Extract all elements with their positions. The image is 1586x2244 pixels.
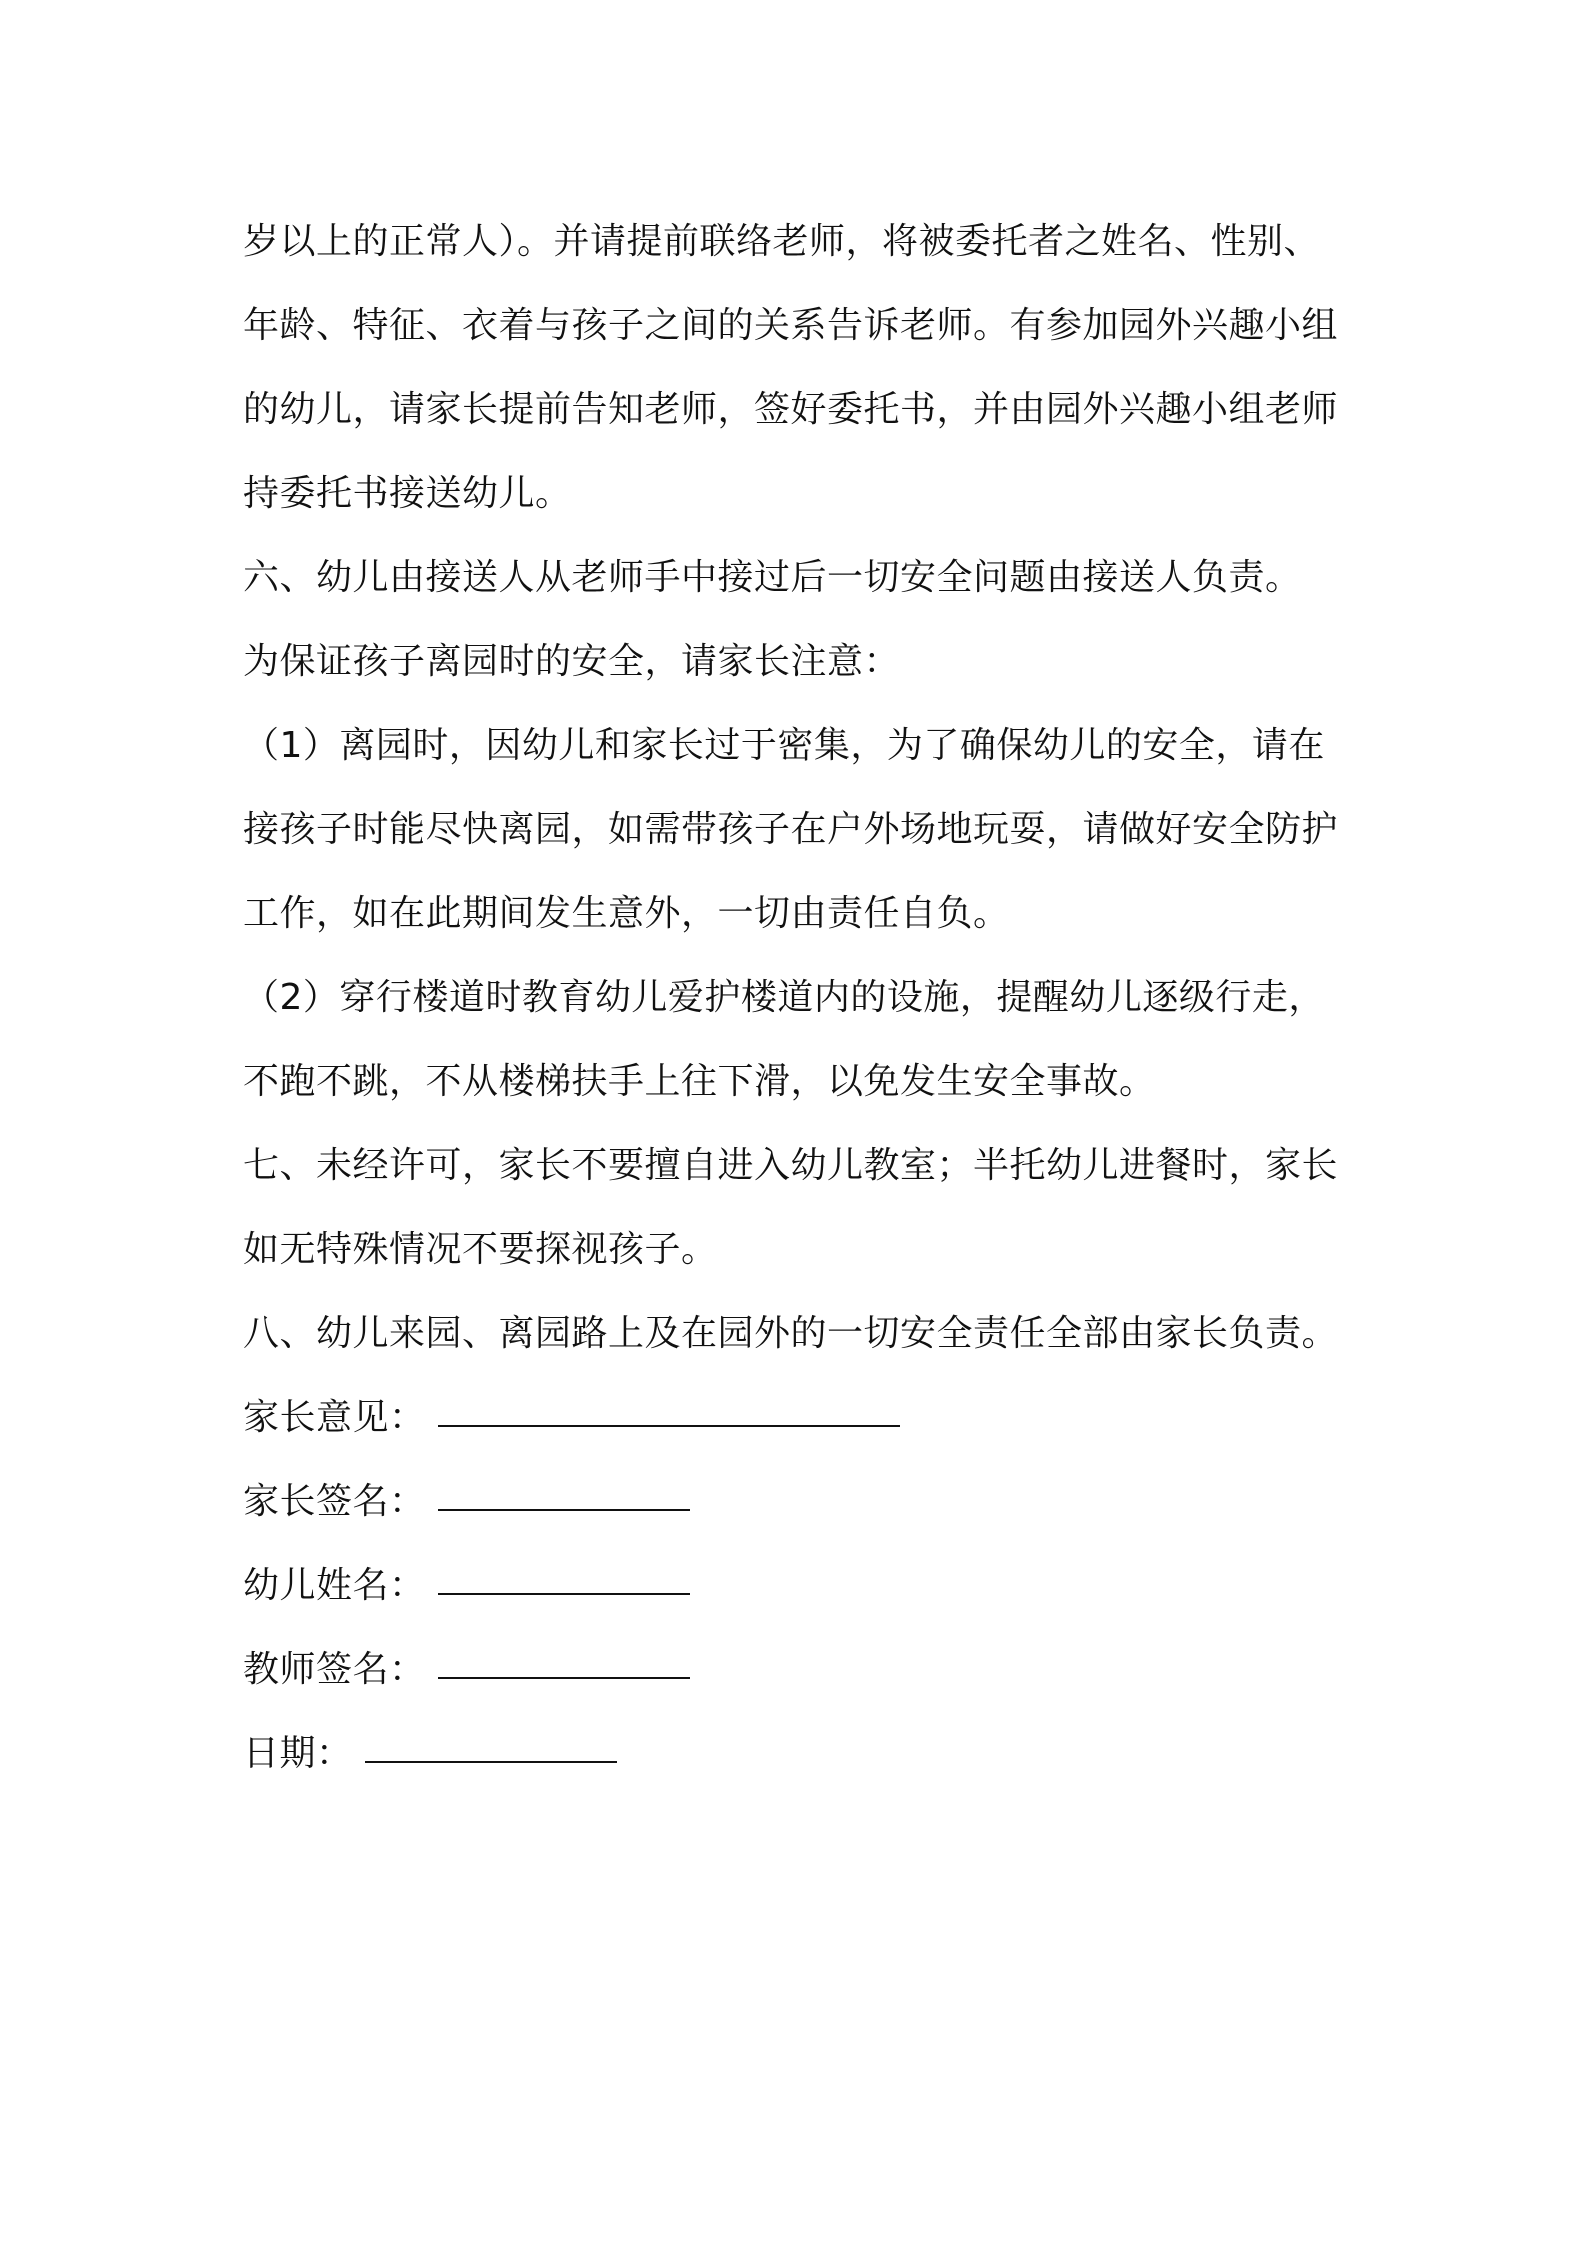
- text-line: 年龄、特征、衣着与孩子之间的关系告诉老师。有参加园外兴趣小组: [243, 305, 1339, 346]
- parent-opinion-blank[interactable]: [438, 1387, 900, 1427]
- date-blank[interactable]: [365, 1723, 617, 1763]
- section-six-line: 六、幼儿由接送人从老师手中接过后一切安全问题由接送人负责。: [243, 557, 1302, 598]
- date-field: [243, 1712, 1363, 1796]
- teacher-signature-label: 教师签名：: [243, 1649, 426, 1690]
- item-1-line: （1）离园时，因幼儿和家长过于密集，为了确保幼儿的安全，请在: [243, 725, 1325, 766]
- item-2-line: （2）穿行楼道时教育幼儿爱护楼道内的设施，提醒幼儿逐级行走，: [243, 977, 1325, 1018]
- parent-opinion-field: [243, 1376, 1363, 1460]
- teacher-signature-blank[interactable]: [438, 1639, 690, 1679]
- text-line: 为保证孩子离园时的安全，请家长注意：: [243, 641, 901, 682]
- text-line: 工作，如在此期间发生意外，一切由责任自负。: [243, 893, 1010, 934]
- child-name-blank[interactable]: [438, 1555, 690, 1595]
- parent-opinion-label: 家长意见：: [243, 1397, 426, 1438]
- section-seven-line: 七、未经许可，家长不要擅自进入幼儿教室；半托幼儿进餐时，家长: [243, 1145, 1339, 1186]
- text-line: 接孩子时能尽快离园，如需带孩子在户外场地玩耍，请做好安全防护: [243, 809, 1339, 850]
- text-line: 不跑不跳，不从楼梯扶手上往下滑，以免发生安全事故。: [243, 1061, 1156, 1102]
- text-line: 持委托书接送幼儿。: [243, 473, 572, 514]
- section-eight-line: 八、幼儿来园、离园路上及在园外的一切安全责任全部由家长负责。: [243, 1313, 1339, 1354]
- parent-signature-label: 家长签名：: [243, 1481, 426, 1522]
- parent-signature-field: [243, 1460, 1363, 1544]
- date-label: 日期：: [243, 1733, 353, 1774]
- child-name-label: 幼儿姓名：: [243, 1565, 426, 1606]
- child-name-field: [243, 1544, 1363, 1628]
- text-line: 如无特殊情况不要探视孩子。: [243, 1229, 718, 1270]
- parent-signature-blank[interactable]: [438, 1471, 690, 1511]
- teacher-signature-field: [243, 1628, 1363, 1712]
- document-content: [243, 200, 1363, 1796]
- text-line: 的幼儿，请家长提前告知老师，签好委托书，并由园外兴趣小组老师: [243, 389, 1339, 430]
- text-line: 岁以上的正常人）。并请提前联络老师，将被委托者之姓名、性别、: [243, 221, 1321, 262]
